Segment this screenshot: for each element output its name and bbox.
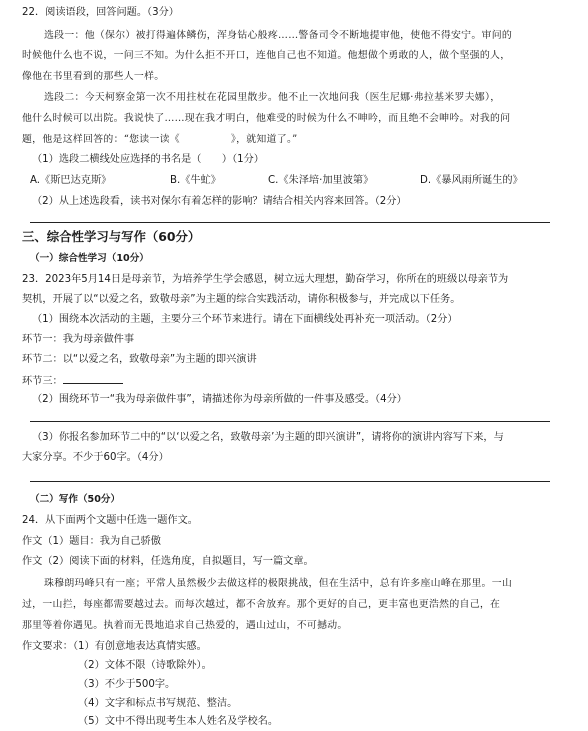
q23-line1: 23．2023年5月14日是母亲节，为培养学生学会感恩，树立远大理想，勤奋学习，你所在的班级以母亲节为 [22,274,509,285]
material-line1: 珠穆朗玛峰只有一座；平常人虽然极少去做这样的极限挑战，但在生活中，总有许多座山峰在那里。一山 [44,578,513,589]
topic1: 作文（1）题目：我为自己骄傲 [22,536,161,547]
q22-passage2-line3: 题，他是这样回答的：“您读一读《 》，就知道了。” [22,134,298,145]
answer-line [30,421,550,422]
q22-passage2-line2: 他什么时候可以出院。我说快了……现在我才明白，他难受的时候为什么不呻吟，而且绝不会呻吟。对我的问 [22,113,511,124]
requirements-heading: 作文要求：（1）有创意地表达真情实感。 [22,641,207,652]
part1-title: （一）综合性学习（10分） [30,253,149,264]
requirement-4: （4）文字和标点书写规范、整洁。 [78,698,238,709]
q23-sub1: （1）围绕本次活动的主题，主要分三个环节来进行。请在下面横线处再补充一项活动。（2分） [32,314,458,325]
q22-passage1-line1: 选段一：他（保尔）被打得遍体鳞伤，浑身钻心般疼……警备司令不断地提审他，使他不得安宁。审问的 [44,30,513,41]
q22-passage2-line1: 选段二：今天柯察金第一次不用拄杖在花园里散步。他不止一次地问我（医生尼娜·弗拉基米罗夫娜）， [44,92,501,103]
answer-line [30,481,550,482]
section3-title: 三、综合性学习与写作（60分） [22,229,201,244]
q23-sub3-line1: （3）你报名参加环节二中的“以‘以爱之名，致敬母亲’为主题的即兴演讲”，请将你的演讲内容写下来，与 [32,432,504,443]
q22-passage1-line3: 像他在书里看到的那些人一样。 [22,71,165,82]
requirement-3: （3）不少于500字。 [78,679,176,690]
requirement-2: （2）文体不限（诗歌除外）。 [78,660,212,671]
q23-link3: 环节三： [22,373,588,389]
q23-link1: 环节一：我为母亲做件事 [22,334,135,345]
material-line2: 过，一山拦，每座都需要越过去。而每次越过，都不舍放弃。那个更好的自己，更丰富也更浩然的自己，在 [22,599,501,610]
answer-line [30,222,550,223]
material-line3: 那里等着你遇见。执着而无畏地追求自己热爱的，遇山过山，不可撼动。 [22,620,348,631]
q22-sub2: （2）从上述选段看，读书对保尔有着怎样的影响？请结合相关内容来回答。（2分） [32,196,407,207]
q23-sub3-line2: 大家分享。不少于60字。（4分） [22,452,169,463]
topic2: 作文（2）阅读下面的材料，任选角度，自拟题目，写一篇文章。 [22,556,314,567]
q22-option-a: A.《斯巴达克斯》 [30,175,112,186]
part2-title: （二）写作（50分） [30,494,121,505]
q22-option-d: D.《暴风雨所诞生的》 [420,175,523,186]
q22-option-c: C.《朱泽培·加里波第》 [268,175,374,186]
q23-line2: 契机，开展了以“以爱之名，致敬母亲”为主题的综合实践活动，请你积极参与，并完成以下任务。 [22,294,461,305]
q24-heading: 24．从下面两个文题中任选一题作文。 [22,515,198,526]
q22-passage1-line2: 时候他什么也不说，一问三不知。为什么拒不开口，连他自己也不知道。他想做个勇敢的人，做个坚强的人， [22,50,511,61]
q22-option-b: B.《牛虻》 [170,175,221,186]
q23-link2: 环节二：以“以爱之名，致敬母亲”为主题的即兴演讲 [22,354,257,365]
q23-sub2: （2）围绕环节一“我为母亲做件事”，请描述你为母亲所做的一件事及感受。（4分） [32,394,407,405]
link3-blank [63,373,123,384]
requirement-5: （5）文中不得出现考生本人姓名及学校名。 [78,716,279,727]
q22-sub1: （1）选段二横线处应选择的书名是（ ）（1分） [32,154,264,165]
q22-heading: 22．阅读语段，回答问题。（3分） [22,7,179,18]
